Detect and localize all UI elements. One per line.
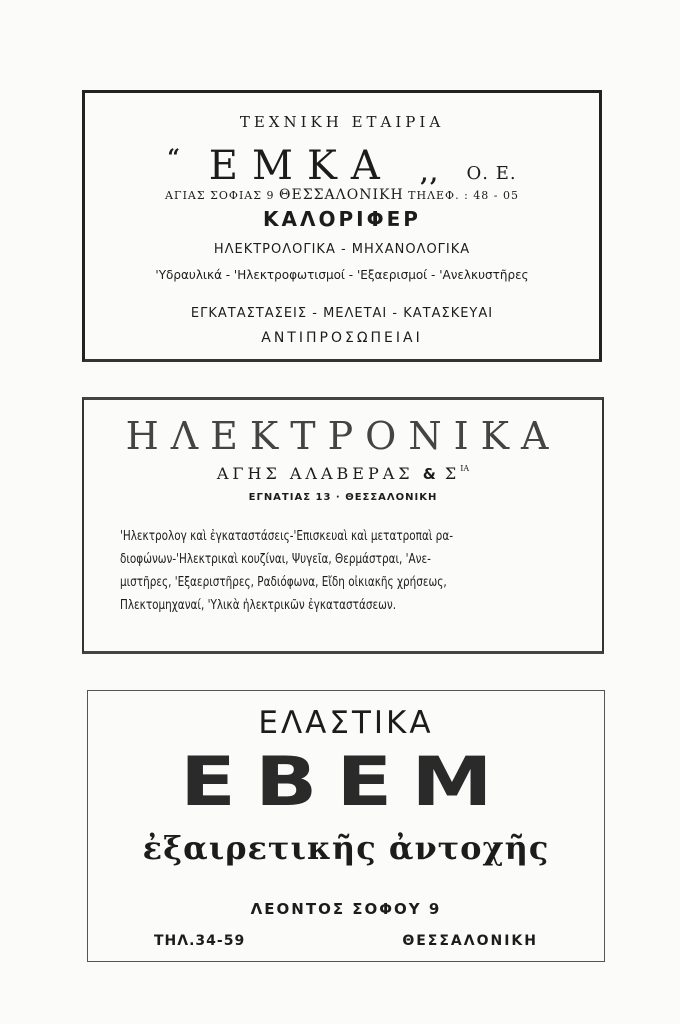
evem-product: ΕΛΑΣΤΙΚΑ xyxy=(258,705,434,741)
emka-suffix: Ο. Ε. xyxy=(466,163,517,184)
elektronika-owner: ΑΓΗΣ ΑΛΑΒΕΡΑΣ xyxy=(216,464,414,483)
elektronika-owner-line xyxy=(84,464,602,483)
emka-heading: ΚΑΛΟΡΙΦΕΡ xyxy=(263,207,421,231)
elektronika-sia-sup: ΙΑ xyxy=(460,464,470,473)
evem-brand: ΕΒΕΜ xyxy=(180,743,512,822)
emka-close-quote: ,, xyxy=(420,161,440,187)
evem-slogan: ἐξαιρετικῆς ἀντοχῆς xyxy=(142,829,550,867)
evem-city: ΘΕΣΣΑΛΟΝΙΚΗ xyxy=(402,933,538,949)
emka-services-1: ΗΛΕΚΤΡΟΛΟΓΙΚΑ - ΜΗΧΑΝΟΛΟΓΙΚΑ xyxy=(213,242,471,257)
ad-evem xyxy=(87,690,605,962)
elektronika-description xyxy=(120,525,576,617)
emka-address: ΑΓΙΑΣ ΣΟΦΙΑΣ 9 xyxy=(165,189,275,202)
emka-city: ΘΕΣΣΑΛΟΝΙΚΗ xyxy=(279,187,404,203)
emka-services-4: ΑΝΤΙΠΡΟΣΩΠΕΙΑΙ xyxy=(261,330,423,346)
ad-emka xyxy=(82,90,602,362)
elektronika-address: ΕΓΝΑΤΙΑΣ 13 · ΘΕΣΣΑΛΟΝΙΚΗ xyxy=(248,492,438,503)
emka-services-2: 'Υδραυλικά - 'Ηλεκτροφωτισμοί - 'Εξαερισμοί - 'Ανελκυστῆρες xyxy=(155,268,529,282)
elektronika-sia: Σ xyxy=(444,464,461,483)
emka-name-text: ΕΜΚΑ xyxy=(208,143,394,189)
emka-services-3: ΕΓΚΑΤΑΣΤΑΣΕΙΣ - ΜΕΛΕΤΑΙ - ΚΑΤΑΣΚΕΥΑΙ xyxy=(190,306,494,321)
elektronika-amp: & xyxy=(422,465,436,483)
evem-phone: ΤΗΛ.34-59 xyxy=(154,933,246,949)
elektronika-body-line: Πλεκτομηχαναί, 'Υλικὰ ἠλεκτρικῶν ἐγκαταστάσεων. xyxy=(120,597,397,613)
elektronika-title: ΗΛΕΚΤΡΟΝΙΚΑ xyxy=(125,414,561,458)
emka-address-line xyxy=(85,187,599,203)
elektronika-body-line: μιστῆρες, 'Εξαεριστῆρες, Ραδιόφωνα, Εἴδη οἰκιακῆς χρήσεως, xyxy=(120,574,447,590)
elektronika-body-line: 'Ηλεκτρολογ καὶ ἐγκαταστάσεις-'Επισκευαὶ καὶ μετατροπαὶ ρα- xyxy=(120,528,453,544)
elektronika-body-line: διοφώνων-'Ηλεκτρικαὶ κουζίναι, Ψυγεῖα, Θερμάστραι, 'Ανε- xyxy=(120,551,431,567)
ad-elektronika xyxy=(82,397,604,654)
emka-open-quote: “ xyxy=(167,145,183,171)
emka-company-type: ΤΕΧΝΙΚΗ ΕΤΑΙΡΙΑ xyxy=(239,113,445,131)
evem-address: ΛΕΟΝΤΟΣ ΣΟΦΟΥ 9 xyxy=(250,900,442,918)
emka-phone: ΤΗΛΕΦ. : 48 - 05 xyxy=(408,189,519,202)
